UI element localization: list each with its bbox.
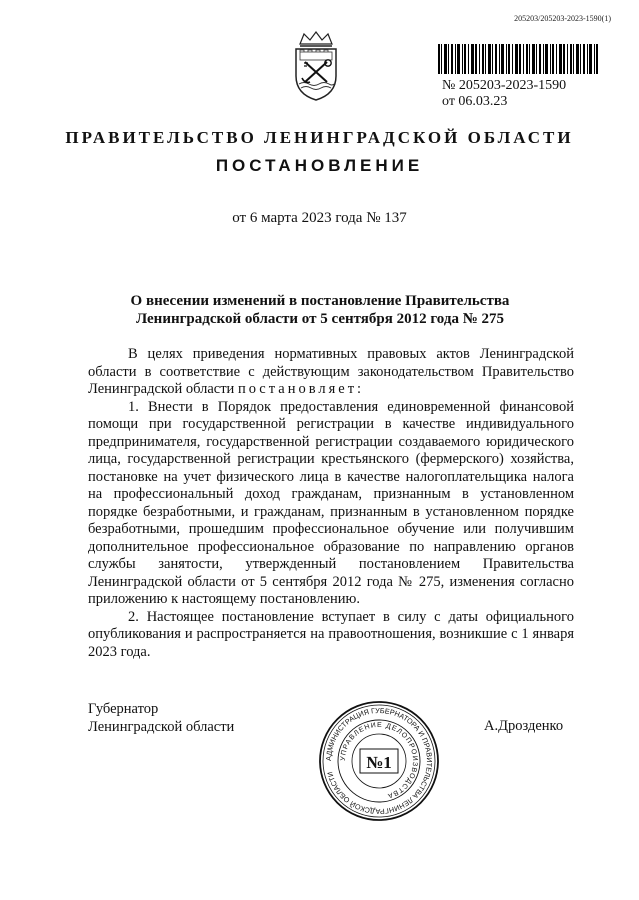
coat-of-arms-icon	[290, 30, 342, 102]
subject-line-2: Ленинградской области от 5 сентября 2012 года № 275	[135, 311, 505, 327]
registration-number: № 205203-2023-1590	[442, 78, 567, 93]
document-type: ПОСТАНОВЛЕНИЕ	[215, 156, 424, 175]
signer-name: А.Дрозденко	[484, 718, 564, 734]
signer-title	[88, 700, 234, 736]
official-seal-icon	[318, 700, 440, 822]
document-body	[88, 346, 574, 661]
seal-ring-text: АДМИНИСТРАЦИЯ ГУБЕРНАТОРА И ПРАВИТЕЛЬСТВА ЛЕНИНГРАДСКОЙ ОБЛАСТИ	[323, 705, 435, 817]
preamble-text: В целях приведения нормативных правовых актов Ленинградской области в соответствие с действующим законодательством Правительство Ленинградской области	[88, 346, 574, 397]
subject-line-1: О внесении изменений в постановление Правительства	[130, 293, 510, 309]
document-subject	[100, 292, 540, 328]
seal-number: №1	[366, 753, 392, 772]
signer-title-line-1: Губернатор	[88, 701, 159, 717]
registration-date: от 06.03.23	[442, 94, 508, 109]
government-title: ПРАВИТЕЛЬСТВО ЛЕНИНГРАДСКОЙ ОБЛАСТИ	[65, 128, 574, 147]
barcode-icon	[438, 44, 598, 74]
signer-title-line-2: Ленинградской области	[88, 719, 235, 735]
preamble-resolves: постановляет:	[237, 381, 365, 397]
document-date-number: от 6 марта 2023 года № 137	[232, 210, 407, 226]
document-code: 205203/205203-2023-1590(1)	[514, 14, 611, 23]
body-paragraph-2: 2. Настоящее постановление вступает в силу с даты официального опубликования и распространяется на правоотношения, возникшие с 1 января 2023 года.	[88, 608, 574, 660]
body-paragraph-1: 1. Внести в Порядок предоставления единовременной финансовой помощи при государственной регистрации в качестве индивидуального предпринимателя, государственной регистрации создаваемого юридического лица, государственной регистрации крестьянского (фермерского) хозяйства, постановке на учет физического лица в качестве налогоплательщика налога на профессиональный доход гражданам, признанным в установленном порядке безработными, и гражданам, признанным в установленном порядке безработными, прошедшим профессиональное обучение или получившим дополнительное профессиональное образование по направлению органов службы занятости, утвержденный постановлением Правительства Ленинградской области от 5 сентября 2012 года № 275, изменения согласно приложению к настоящему постановлению.	[88, 398, 574, 607]
seal-inner-text: УПРАВЛЕНИЕ ДЕЛОПРОИЗВОДСТВА	[339, 721, 419, 800]
body-paragraph-preamble	[88, 346, 574, 399]
registration-block	[442, 78, 566, 110]
